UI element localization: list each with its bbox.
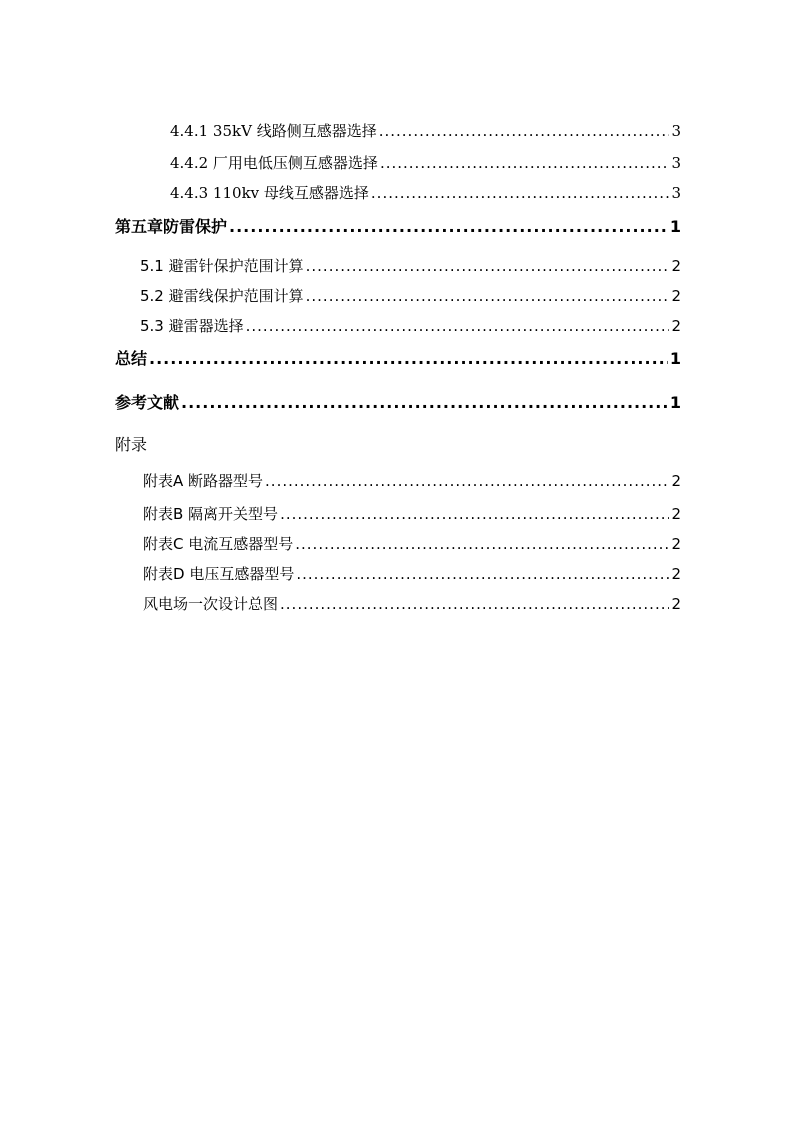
toc-page-number: 2 xyxy=(671,535,681,553)
dot-leader xyxy=(371,183,670,203)
toc-chapter-5[interactable] xyxy=(115,217,681,237)
toc-page-number: 3 xyxy=(671,122,681,140)
toc-entry-5-2[interactable] xyxy=(140,286,681,306)
toc-appendix-c[interactable] xyxy=(143,534,681,554)
toc-page-number: 3 xyxy=(671,184,681,202)
toc-entry-4-4-3[interactable] xyxy=(170,183,681,203)
appendix-heading[interactable]: 附录 xyxy=(115,435,148,454)
dot-leader xyxy=(295,534,669,554)
toc-entry-label: 5.1 避雷针保护范围计算 xyxy=(140,257,304,275)
toc-page-number: 2 xyxy=(671,505,681,523)
toc-appendix-a[interactable] xyxy=(143,471,681,491)
dot-leader xyxy=(280,594,669,614)
toc-page-number: 2 xyxy=(671,472,681,490)
toc-references[interactable] xyxy=(115,393,681,413)
toc-page-number: 2 xyxy=(671,287,681,305)
toc-entry-label: 4.4.3 110kv 母线互感器选择 xyxy=(170,184,369,202)
dot-leader xyxy=(149,349,668,369)
dot-leader xyxy=(306,286,670,306)
toc-page-number: 1 xyxy=(669,393,681,412)
toc-entry-label: 第五章防雷保护 xyxy=(115,217,228,236)
toc-page-number: 1 xyxy=(669,217,681,236)
toc-entry-4-4-1[interactable] xyxy=(170,121,681,141)
dot-leader xyxy=(280,504,669,524)
toc-entry-label: 附表D 电压互感器型号 xyxy=(143,565,295,583)
toc-page-number: 2 xyxy=(671,595,681,613)
toc-entry-label: 附表C 电流互感器型号 xyxy=(143,535,294,553)
toc-summary[interactable] xyxy=(115,349,681,369)
dot-leader xyxy=(229,217,668,237)
toc-page-number: 2 xyxy=(671,317,681,335)
toc-page-number: 3 xyxy=(671,154,681,172)
toc-entry-5-1[interactable] xyxy=(140,256,681,276)
dot-leader xyxy=(246,316,670,336)
toc-entry-label: 附表A 断路器型号 xyxy=(143,472,264,490)
toc-entry-label: 5.2 避雷线保护范围计算 xyxy=(140,287,304,305)
dot-leader xyxy=(306,256,670,276)
dot-leader xyxy=(380,153,670,173)
toc-entry-5-3[interactable] xyxy=(140,316,681,336)
dot-leader xyxy=(181,393,668,413)
toc-appendix-overall-drawing[interactable] xyxy=(143,594,681,614)
toc-entry-4-4-2[interactable] xyxy=(170,153,681,173)
toc-entry-label: 参考文献 xyxy=(115,393,180,412)
toc-page-number: 2 xyxy=(671,565,681,583)
toc-entry-label: 风电场一次设计总图 xyxy=(143,595,279,613)
toc-page-number: 2 xyxy=(671,257,681,275)
toc-appendix-b[interactable] xyxy=(143,504,681,524)
toc-entry-label: 5.3 避雷器选择 xyxy=(140,317,244,335)
dot-leader xyxy=(379,121,670,141)
dot-leader xyxy=(296,564,669,584)
toc-entry-label: 附表B 隔离开关型号 xyxy=(143,505,279,523)
toc-entry-label: 总结 xyxy=(115,349,148,368)
dot-leader xyxy=(265,471,669,491)
toc-page-number: 1 xyxy=(669,349,681,368)
toc-appendix-d[interactable] xyxy=(143,564,681,584)
toc-entry-label: 4.4.1 35kV 线路侧互感器选择 xyxy=(170,122,377,140)
toc-entry-label: 4.4.2 厂用电低压侧互感器选择 xyxy=(170,154,378,172)
